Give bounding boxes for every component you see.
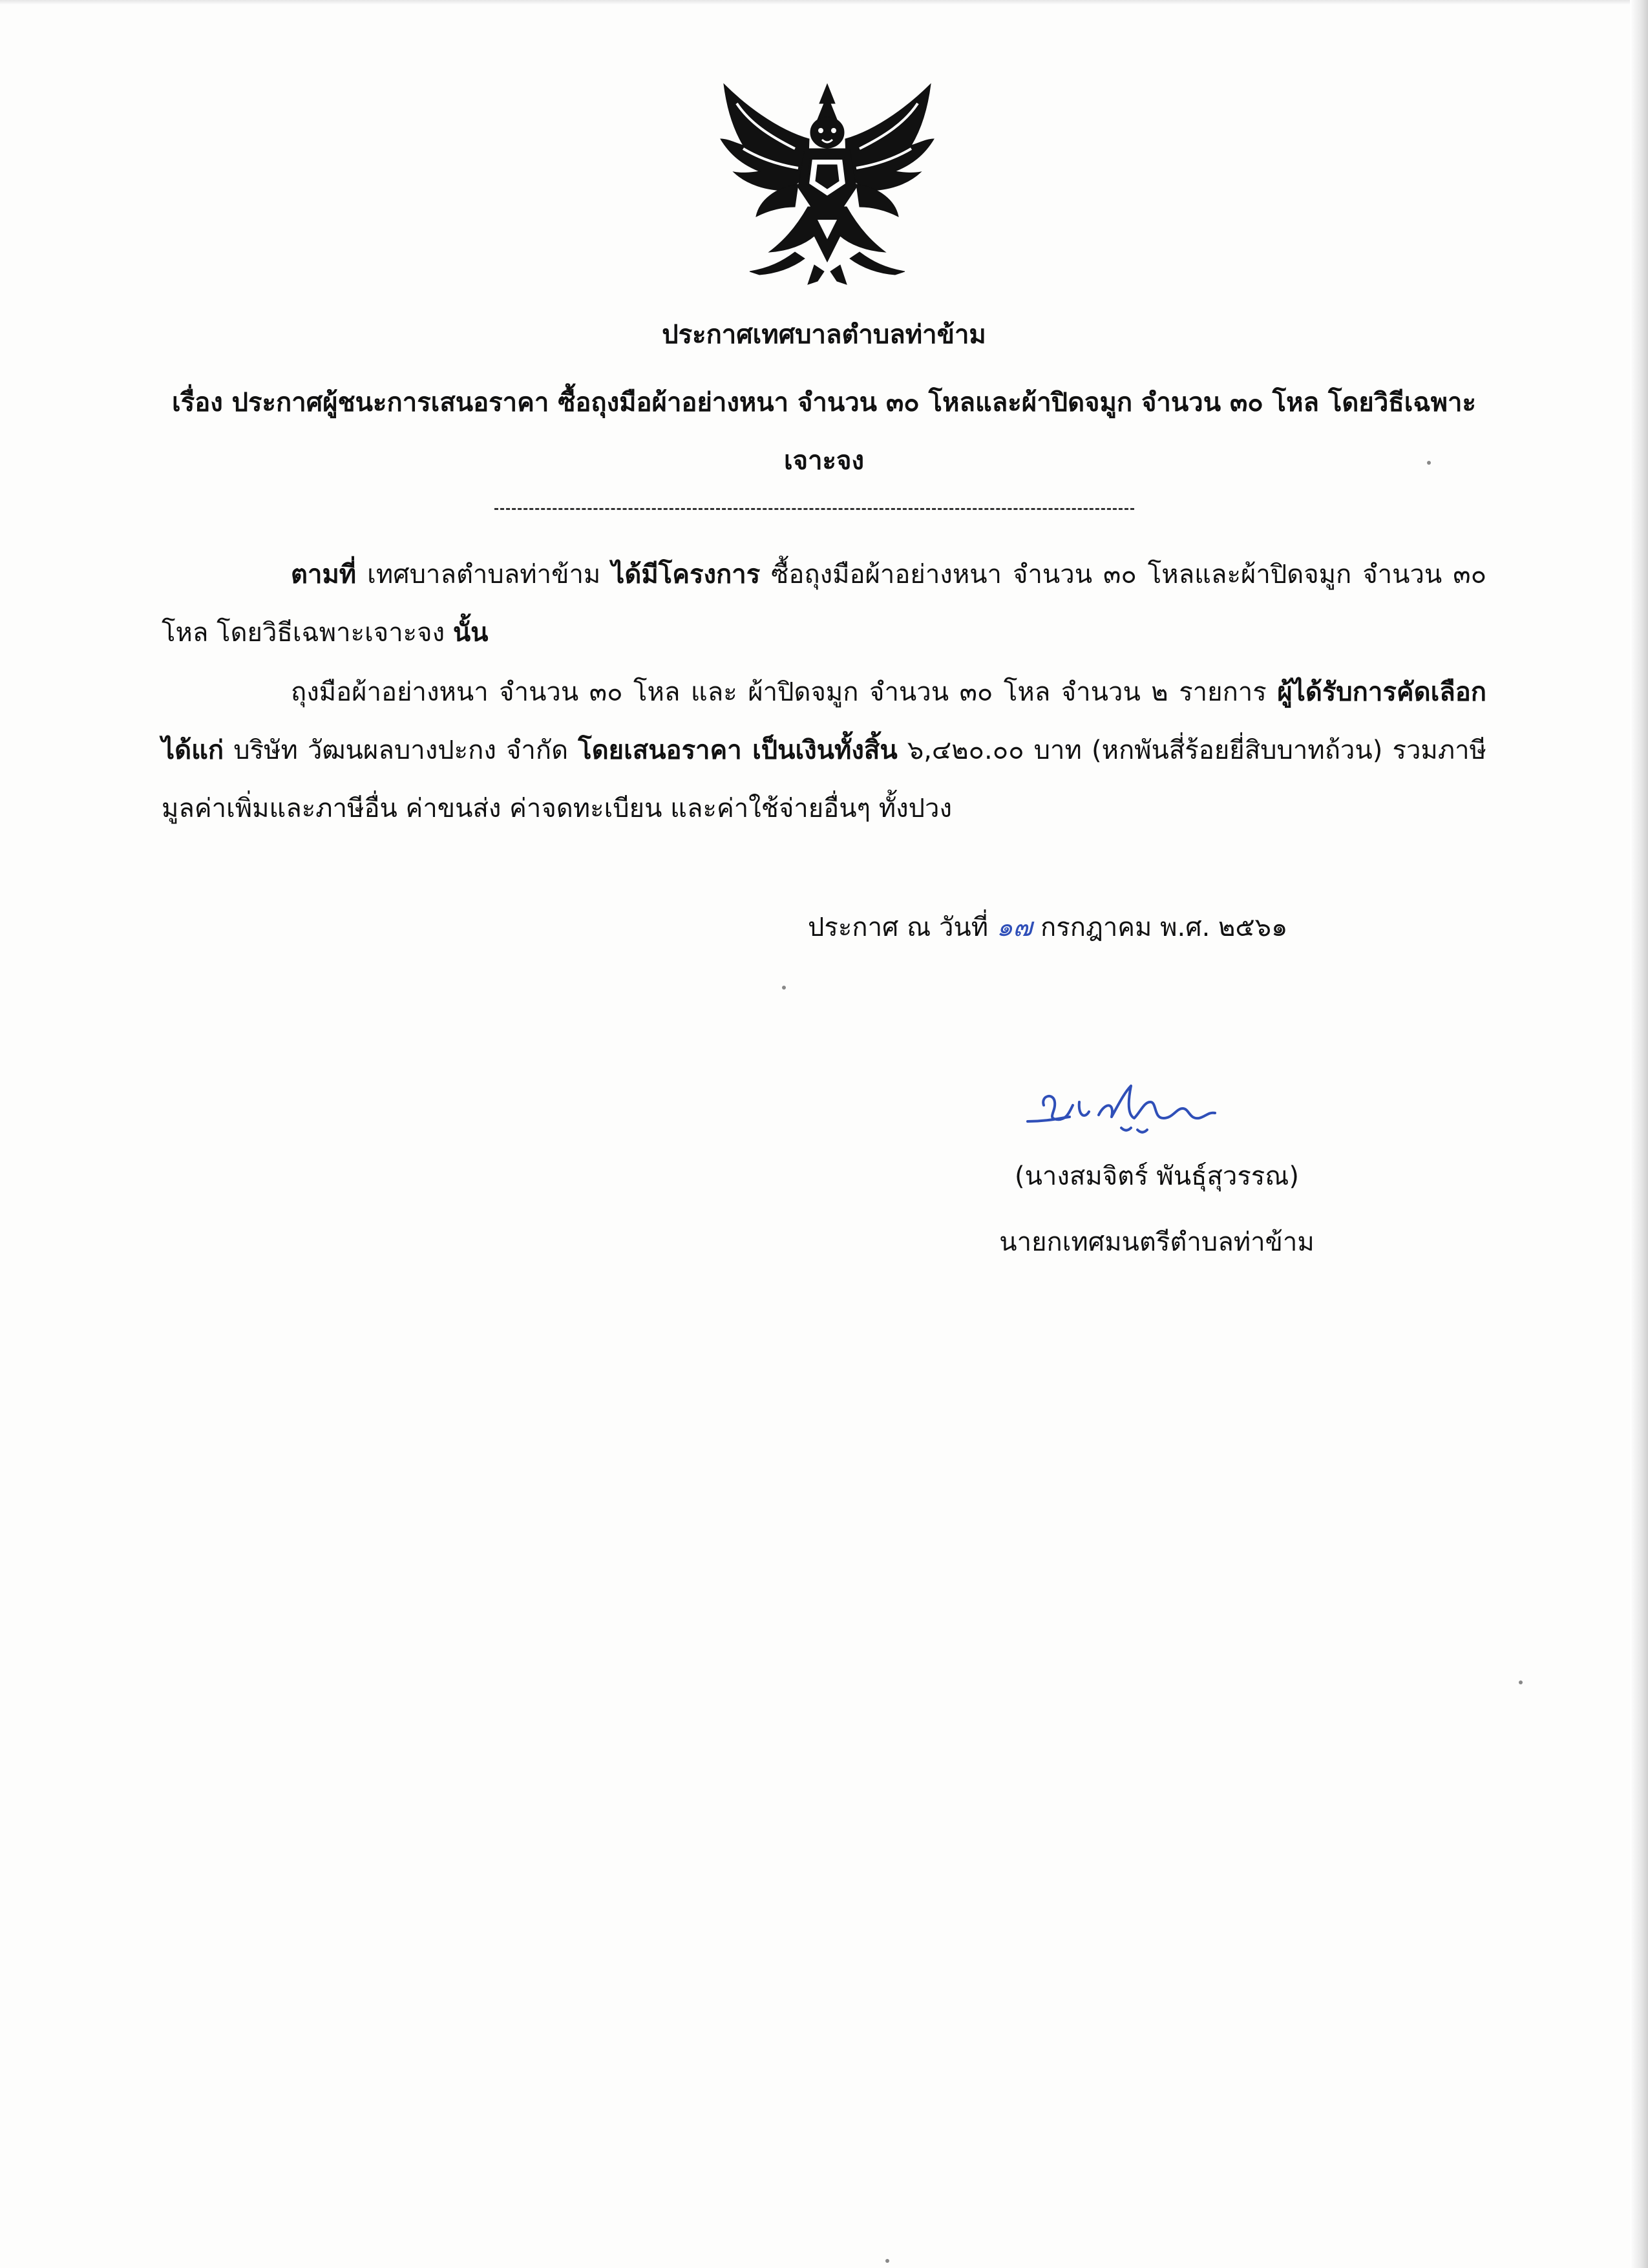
dashed-divider — [494, 508, 1134, 510]
p1-project-label: ได้มีโครงการ — [611, 560, 761, 589]
p2-company: บริษัท วัฒนผลบางปะกง จำกัด — [224, 736, 578, 765]
signer-name: (นางสมจิตร์ พันธุ์สุวรรณ) — [1014, 1161, 1300, 1191]
date-month-year: กรกฎาคม พ.ศ. ๒๕๖๑ — [1032, 913, 1288, 942]
p1-project-detail: ซื้อถุงมือผ้าอย่างหนา จำนวน ๓๐ โหลและผ้าปิดจมูก จำนวน ๓๐ โหล โดยวิธีเฉพาะเจาะจง — [162, 560, 1487, 648]
scan-edge-top — [0, 0, 1648, 5]
scan-speck — [885, 2259, 889, 2263]
p2-price-label: โดยเสนอราคา เป็นเงินทั้งสิ้น — [578, 736, 898, 765]
scan-speck — [782, 986, 786, 990]
signer-position: นายกเทศมนตรีตำบลท่าข้าม — [999, 1227, 1315, 1257]
date-prefix: ประกาศ ณ วันที่ — [808, 913, 997, 942]
garuda-emblem-icon — [698, 78, 956, 297]
p1-municipality: เทศบาลตำบลท่าข้าม — [356, 560, 612, 589]
date-day: ๑๗ — [996, 913, 1033, 942]
p2-selected-label: ผู้ได้รับการคัดเลือก ได้แก่ — [162, 677, 1486, 765]
announcement-date — [808, 905, 1486, 950]
p1-end: นั้น — [452, 618, 489, 648]
announcement-title: ประกาศเทศบาลตำบลท่าข้าม — [662, 320, 986, 350]
announcement-subject: เรื่อง ประกาศผู้ชนะการเสนอราคา ซื้อถุงมือผ้าอย่างหนา จำนวน ๓๐ โหลและผ้าปิดจมูก จำนวน ๓๐ โหล โดยวิธีเฉพาะเจาะจง — [172, 388, 1476, 476]
p2-amount: ๖,๔๒๐.๐๐ บาท (หกพันสี่ร้อยยี่สิบบาทถ้วน) — [897, 736, 1393, 765]
scan-speck — [1519, 1680, 1523, 1684]
p2-inclusions: รวมภาษีมูลค่าเพิ่มและภาษีอื่น ค่าขนส่ง ค่าจดทะเบียน และค่าใช้จ่ายอื่นๆ ทั้งปวง — [162, 736, 1486, 823]
handwritten-signature-icon — [1008, 1066, 1241, 1144]
p1-lead: ตามที่ — [291, 560, 357, 589]
p2-items: ถุงมือผ้าอย่างหนา จำนวน ๓๐ โหล และ ผ้าปิดจมูก จำนวน ๓๐ โหล จำนวน ๒ รายการ — [291, 677, 1278, 707]
paragraph-winner — [162, 663, 1486, 838]
scan-speck — [1427, 461, 1431, 465]
paragraph-background — [162, 546, 1486, 662]
